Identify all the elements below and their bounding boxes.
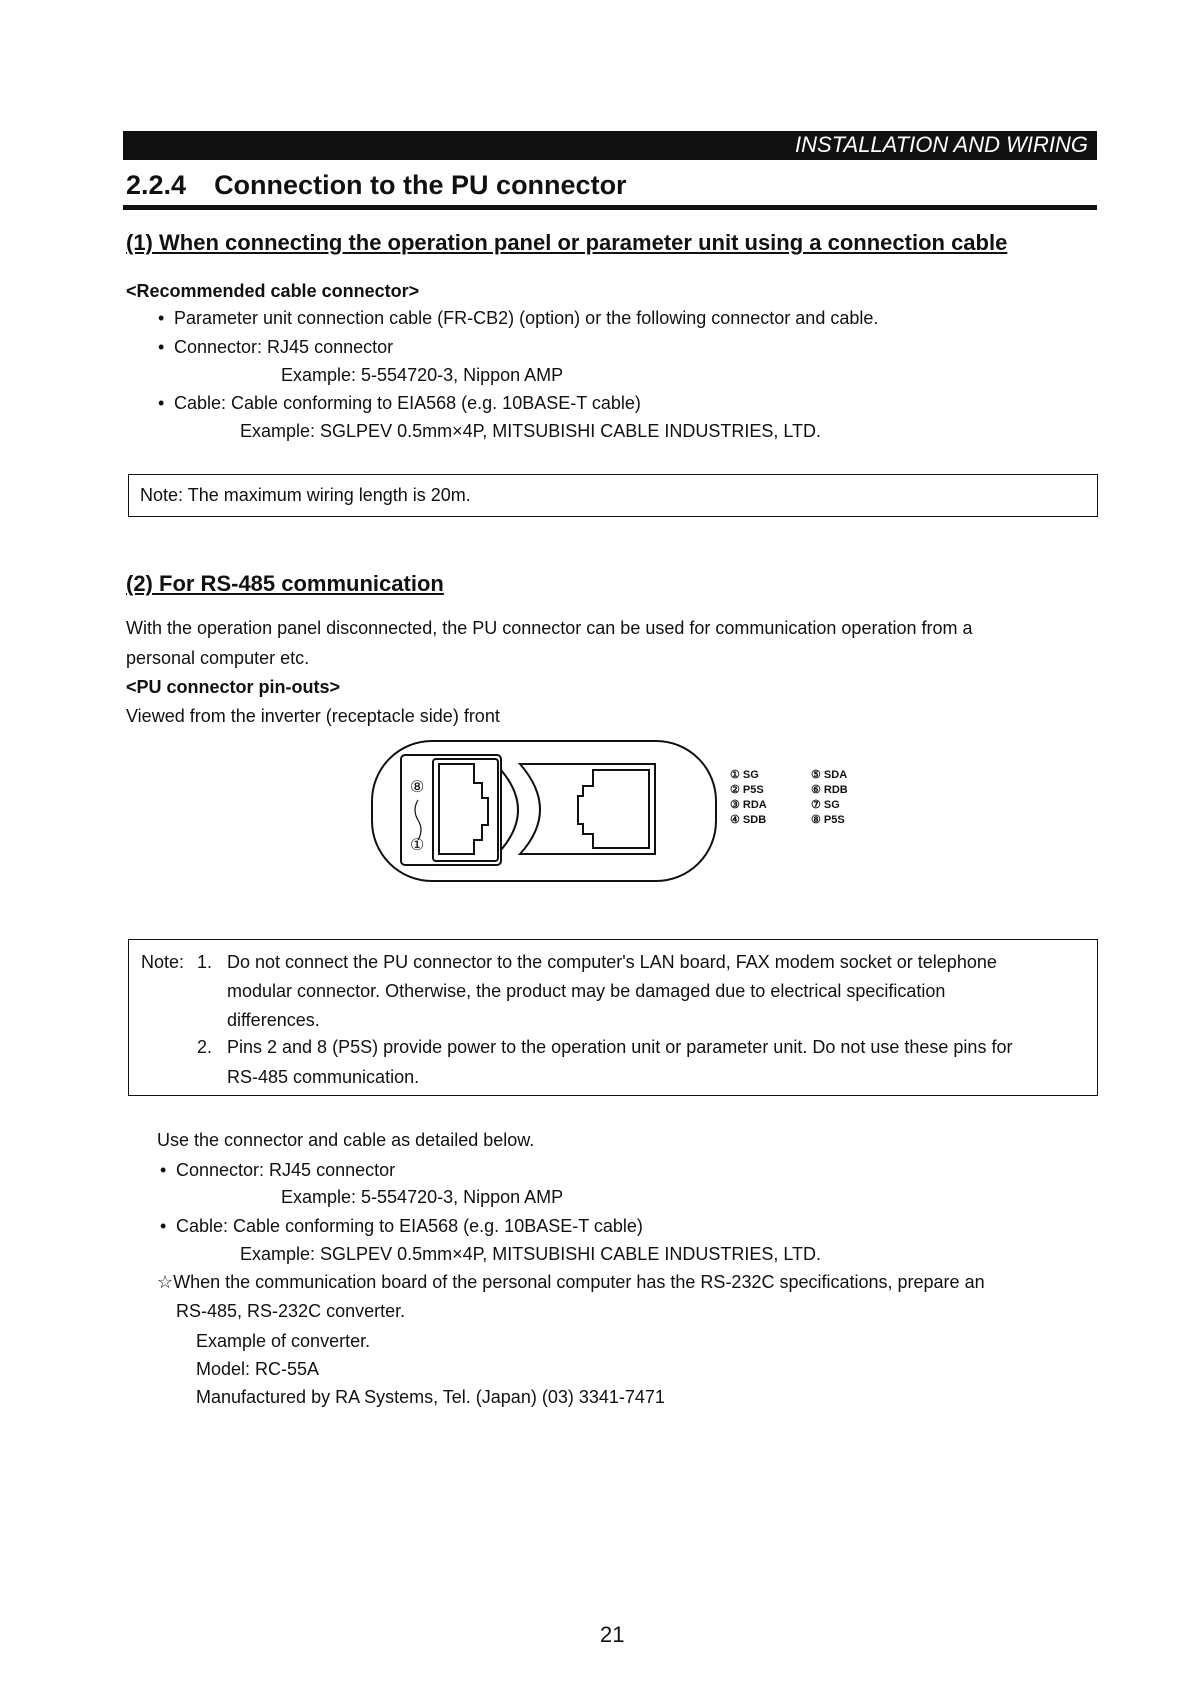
pin-7: ⑦ SG	[811, 799, 840, 811]
page-title	[126, 170, 627, 201]
pin-list-left	[730, 768, 767, 828]
bullet-cable: • Parameter unit connection cable (FR-CB2) (option) or the following connector and cable.	[174, 308, 878, 329]
note-1-line-2: modular connector. Otherwise, the product may be damaged due to electrical specification	[227, 981, 946, 1001]
section-header: INSTALLATION AND WIRING	[795, 132, 1088, 157]
section-2-heading: (2) For RS-485 communication	[126, 571, 444, 596]
recommended-subheading: <Recommended cable connector>	[126, 281, 420, 301]
connector-example-2: Example: 5-554720-3, Nippon AMP	[281, 1187, 564, 1207]
note-box-2	[128, 939, 1098, 1096]
converter-example: Example of converter.	[196, 1331, 371, 1351]
note-2-line-2: RS-485 communication.	[227, 1067, 420, 1087]
pin-6: ⑥ RDB	[811, 784, 848, 796]
connector-example: Example: 5-554720-3, Nippon AMP	[281, 365, 564, 385]
title-text: Connection to the PU connector	[214, 170, 627, 200]
title-number: 2.2.4	[126, 170, 187, 200]
page-number: 21	[600, 1622, 625, 1647]
bullet-cable-2: • Cable: Cable conforming to EIA568 (e.g. 10BASE-T cable)	[176, 1216, 643, 1237]
bullet-cable-spec: • Cable: Cable conforming to EIA568 (e.g. 10BASE-T cable)	[174, 393, 641, 414]
note-number-1: 1.	[197, 952, 213, 972]
pu-connector-diagram	[370, 738, 720, 884]
pin-1: ① SG	[730, 769, 759, 781]
right-housing	[520, 764, 655, 854]
pin-3: ③ RDA	[730, 799, 767, 811]
converter-note-line-2: RS-485, RS-232C converter.	[176, 1301, 406, 1321]
paragraph-line-1: With the operation panel disconnected, the PU connector can be used for communication operation from a	[126, 618, 973, 638]
paragraph-line-2: personal computer etc.	[126, 648, 310, 668]
pin-label-8: ⑧	[410, 779, 425, 796]
pin-list-right	[811, 768, 848, 828]
pin-5: ⑤ SDA	[811, 769, 848, 781]
use-intro: Use the connector and cable as detailed below.	[157, 1130, 535, 1150]
pin-label-1: ①	[410, 837, 425, 854]
note-1-line-3: differences.	[227, 1010, 320, 1030]
note-label: Note:	[141, 952, 185, 972]
note-2-line-1: Pins 2 and 8 (P5S) provide power to the operation unit or parameter unit. Do not use these pins for	[227, 1037, 1013, 1057]
pin-4: ④ SDB	[730, 814, 767, 826]
viewed-from-text: Viewed from the inverter (receptacle side) front	[126, 706, 500, 726]
note-box-1	[128, 474, 1098, 517]
converter-manufacturer: Manufactured by RA Systems, Tel. (Japan) (03) 3341-7471	[196, 1387, 665, 1407]
note-wiring-length: Note: The maximum wiring length is 20m.	[140, 485, 471, 505]
converter-model: Model: RC-55A	[196, 1359, 320, 1379]
pin-8: ⑧ P5S	[811, 814, 845, 826]
bullet-connector-2: • Connector: RJ45 connector	[176, 1160, 395, 1181]
bullet-connector: • Connector: RJ45 connector	[174, 337, 393, 358]
right-rj45-socket	[578, 770, 649, 848]
cable-example-2: Example: SGLPEV 0.5mm×4P, MITSUBISHI CABLE INDUSTRIES, LTD.	[240, 1244, 822, 1264]
note-1-line-1: Do not connect the PU connector to the computer's LAN board, FAX modem socket or telephone	[227, 952, 997, 972]
pinouts-subheading: <PU connector pin-outs>	[126, 677, 341, 697]
converter-note-line-1: ☆When the communication board of the personal computer has the RS-232C specifications, prepare an	[157, 1272, 985, 1292]
pin-2: ② P5S	[730, 784, 764, 796]
left-rj45-socket	[439, 764, 488, 854]
connector-outline	[372, 741, 716, 881]
title-rule	[123, 205, 1097, 210]
cable-example: Example: SGLPEV 0.5mm×4P, MITSUBISHI CABLE INDUSTRIES, LTD.	[240, 421, 822, 441]
note-number-2: 2.	[197, 1037, 213, 1057]
section-1-heading: (1) When connecting the operation panel or parameter unit using a connection cable	[126, 230, 1008, 255]
